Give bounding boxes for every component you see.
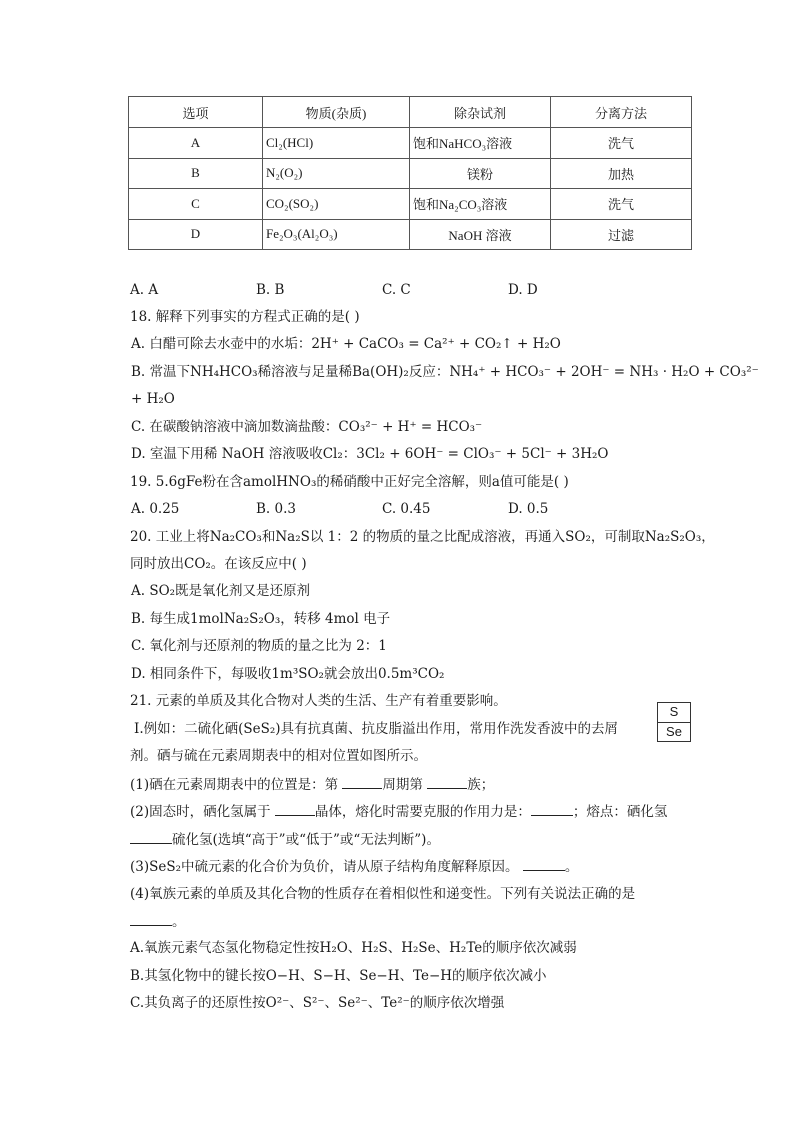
table-row	[129, 219, 692, 250]
element-se: Se	[666, 724, 682, 739]
q21-part2-cont	[130, 829, 440, 850]
q21-part3-text-a: (3)SeS₂中硫元素的化合价为负价，请从原子结构角度解释原因。	[130, 859, 519, 875]
q21-part4-cont	[130, 911, 186, 932]
q21-part2	[130, 801, 667, 822]
q17-option-d: D. D	[508, 282, 538, 298]
q18-stem: 18. 解释下列事实的方程式正确的是( )	[130, 309, 360, 325]
q20-option-b: B. 每生成1molNa₂S₂O₃，转移 4mol 电子	[131, 611, 391, 627]
table-header: 物质(杂质)	[263, 97, 410, 128]
q20-option-a: A. SO₂既是氧化剂又是还原剂	[131, 583, 311, 599]
q18-option-c: C. 在碳酸钠溶液中滴加数滴盐酸：CO₃²⁻ + H⁺ = HCO₃⁻	[131, 419, 483, 435]
q21-part1-text-b: 周期第	[382, 777, 423, 793]
table-cell: NaOH 溶液	[410, 219, 551, 250]
table-cell: N₂(O₂)	[263, 158, 410, 189]
q21-option-c: C.其负离子的还原性按O²⁻、S²⁻、Se²⁻、Te²⁻的顺序依次增强	[130, 995, 505, 1011]
q17-option-c: C. C	[382, 282, 411, 298]
q21-part2-text-d: 硫化氢(选填“高于”或“低于”或“无法判断”)。	[172, 832, 440, 848]
table-cell: A	[129, 128, 263, 159]
q21-option-b: B.其氢化物中的键长按O−H、S−H、Se−H、Te−H的顺序依次减小	[130, 968, 547, 984]
table-header: 除杂试剂	[410, 97, 551, 128]
table-row	[129, 158, 692, 189]
periodic-position-box	[657, 702, 691, 742]
q20-stem-line1: 20. 工业上将Na₂CO₃和Na₂S以 1：2 的物质的量之比配成溶液，再通入SO₂，可制取Na₂S₂O₃，	[130, 529, 715, 545]
table-row	[129, 128, 692, 159]
q21-part2-text-c: ；熔点：硒化氢	[572, 804, 668, 820]
q19-option-d: D. 0.5	[508, 501, 549, 517]
q21-part4-text-b: 。	[172, 914, 186, 930]
table-cell: 洗气	[551, 189, 692, 220]
q19-option-c: C. 0.45	[382, 501, 431, 517]
q20-stem-line2: 同时放出CO₂。在该反应中( )	[130, 556, 307, 572]
table-cell: C	[129, 189, 263, 220]
table-header-row	[129, 97, 692, 128]
answer-blank[interactable]	[523, 856, 565, 871]
table-cell: D	[129, 219, 263, 250]
q20-option-c: C. 氧化剂与还原剂的物质的量之比为 2：1	[131, 638, 387, 654]
table-header: 选项	[129, 97, 263, 128]
q17-option-b: B. B	[256, 282, 285, 298]
table-cell: Fe₂O₃(Al₂O₃)	[263, 219, 410, 250]
q21-part3	[130, 856, 578, 877]
table-header: 分离方法	[551, 97, 692, 128]
answer-blank[interactable]	[275, 801, 315, 816]
q21-part4: (4)氧族元素的单质及其化合物的性质存在着相似性和递变性。下列有关说法正确的是	[130, 886, 636, 902]
answer-blank[interactable]	[427, 774, 467, 789]
q21-part1-text-c: 族；	[467, 777, 495, 793]
answer-blank[interactable]	[342, 774, 382, 789]
element-s: S	[658, 703, 690, 723]
table-cell: 加热	[551, 158, 692, 189]
q18-option-b: B. 常温下NH₄HCO₃稀溶液与足量稀Ba(OH)₂反应：NH₄⁺ + HCO₃⁻ + 2OH⁻ = NH₃ · H₂O + CO₃²⁻	[131, 364, 759, 380]
q21-part1-text-a: (1)硒在元素周期表中的位置是：第	[130, 777, 339, 793]
table-cell: 饱和Na₂CO₃溶液	[410, 189, 551, 220]
q21-part2-text-a: (2)固态时，硒化氢属于	[130, 804, 271, 820]
q21-stem: 21. 元素的单质及其化合物对人类的生活、生产有着重要影响。	[130, 693, 507, 709]
q18-option-d: D. 室温下用稀 NaOH 溶液吸收Cl₂：3Cl₂ + 6OH⁻ = ClO₃⁻ + 5Cl⁻ + 3H₂O	[131, 446, 609, 462]
q19-option-a: A. 0.25	[131, 501, 180, 517]
q21-part3-text-b: 。	[564, 859, 579, 875]
table-cell: 镁粉	[410, 158, 551, 189]
answer-blank[interactable]	[531, 801, 573, 816]
table-cell: CO₂(SO₂)	[263, 189, 410, 220]
q21-option-a: A.氧族元素气态氢化物稳定性按H₂O、H₂S、H₂Se、H₂Te的顺序依次减弱	[130, 940, 577, 956]
q19-option-b: B. 0.3	[256, 501, 296, 517]
q21-intro-line2: 剂。硒与硫在元素周期表中的相对位置如图所示。	[130, 748, 427, 764]
q21-intro-line1: Ⅰ.例如：二硫化硒(SeS₂)具有抗真菌、抗皮脂溢出作用，常用作洗发香波中的去屑	[134, 721, 619, 737]
table-cell: B	[129, 158, 263, 189]
impurity-table	[128, 96, 692, 250]
table-cell: 洗气	[551, 128, 692, 159]
q18-option-b-cont: + H₂O	[131, 391, 175, 407]
table-cell: Cl₂(HCl)	[263, 128, 410, 159]
q17-option-a: A. A	[130, 282, 159, 298]
q18-option-a: A. 白醋可除去水壶中的水垢：2H⁺ + CaCO₃ = Ca²⁺ + CO₂↑ + H₂O	[131, 336, 561, 352]
q21-part2-text-b: 晶体，熔化时需要克服的作用力是：	[314, 804, 531, 820]
table-row	[129, 189, 692, 220]
q21-part1	[130, 774, 494, 795]
table-cell: 过滤	[551, 219, 692, 250]
table-cell: 饱和NaHCO₃溶液	[410, 128, 551, 159]
answer-blank[interactable]	[130, 829, 172, 844]
q19-stem: 19. 5.6gFe粉在含amolHNO₃的稀硝酸中正好完全溶解，则a值可能是( )	[130, 474, 569, 490]
q20-option-d: D. 相同条件下，每吸收1m³SO₂就会放出0.5m³CO₂	[131, 666, 445, 682]
answer-blank[interactable]	[130, 911, 172, 926]
